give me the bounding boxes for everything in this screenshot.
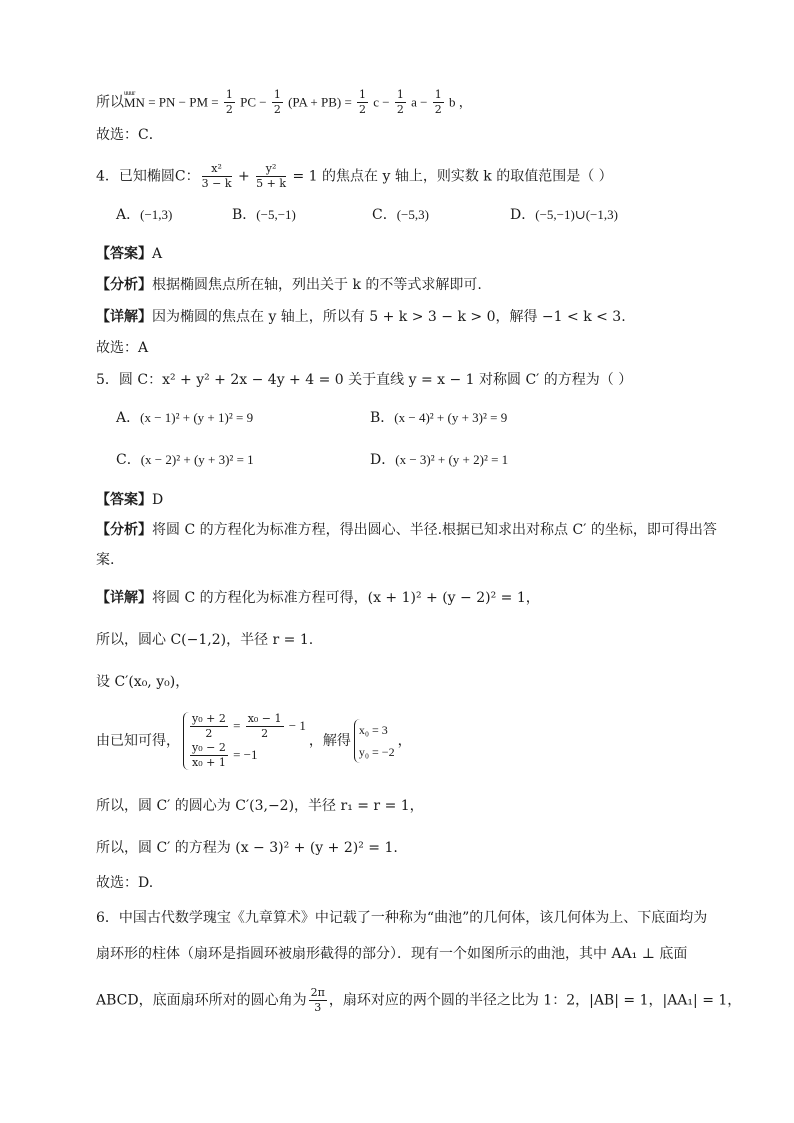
q4-option-d: D．(−5,−1)∪(−1,3) xyxy=(510,207,618,223)
q4-result: 故选：A xyxy=(96,340,149,356)
q5-solve-text: ，解得 xyxy=(308,733,351,749)
formula-rhs: = PN − PM = xyxy=(144,94,222,110)
q4-stem: 4．已知椭圆C： $\frac{\text{x²}}{3 - k}$ + $\frac{\text{y²}}{5 + k}$ = 1 的焦点在 y 轴上，则实数 k 的取值范围是（ ） xyxy=(96,162,613,190)
formula-prefix: 所以 xyxy=(96,94,124,111)
formula-end3: b ， xyxy=(445,94,472,110)
vector-formula-line xyxy=(96,88,472,117)
q5-sol-end: ， xyxy=(397,733,412,749)
q4-answer: 【答案】A xyxy=(96,246,163,262)
q5-step-set: 设 C′(x₀, y₀)， xyxy=(96,674,190,690)
half-fraction: $\frac{1}{2}$ xyxy=(359,88,367,116)
q4-y-fraction: $\frac{\text{y²}}{5 + k}$ xyxy=(256,162,287,190)
q5-step-new-center: 所以，圆 C′ 的圆心为 C′(3,−2)，半径 r₁ = r = 1， xyxy=(96,798,424,814)
half-fraction: $\frac{1}{2}$ xyxy=(225,88,233,116)
q5-option-c: C．(x − 2)² + (y + 3)² = 1 xyxy=(116,452,254,468)
q5-equation-system: $\frac{\text{y₀ + 2}}{2}$ = $\frac{\text{x₀ − 1}}{2}$ − 1 $\frac{\text{y₀ − 2}}{\text{x₀ + 1}}$ = −1 xyxy=(183,712,306,770)
q6-line-2: 扇环形的柱体（扇环是指圆环被扇形截得的部分）．现有一个如图所示的曲池，其中 AA₁ ⊥ 底面 xyxy=(96,946,688,962)
q4-option-a: A．(−1,3) xyxy=(116,207,173,223)
q4-option-c: C．(−5,3) xyxy=(372,207,429,223)
q5-option-d: D．(x − 3)² + (y + 2)² = 1 xyxy=(370,452,509,468)
formula-mid: PC − xyxy=(236,94,270,110)
q5-system-prefix: 由已知可得， xyxy=(96,733,180,749)
q5-step-center: 所以，圆心 C(−1,2)，半径 r = 1. xyxy=(96,632,314,648)
q5-option-b: B．(x − 4)² + (y + 3)² = 9 xyxy=(370,410,508,426)
q5-answer: 【答案】D xyxy=(96,492,164,508)
formula-end: c − xyxy=(370,94,393,110)
q5-stem: 5．圆 C：x² + y² + 2x − 4y + 4 = 0 关于直线 y = x − 1 对称圆 C′ 的方程为（ ） xyxy=(96,372,633,388)
q5-detail: 【详解】将圆 C 的方程化为标准方程可得，(x + 1)² + (y − 2)² = 1， xyxy=(96,590,540,606)
q4-stem-b: = 1 的焦点在 y 轴上，则实数 k 的取值范围是（ ） xyxy=(288,168,613,185)
q6-line-3 xyxy=(96,986,741,1015)
q4-detail: 【详解】因为椭圆的焦点在 y 轴上，所以有 5 + k > 3 − k > 0，解得 −1 < k < 3. xyxy=(96,309,626,325)
q5-option-a: A．(x − 1)² + (y + 1)² = 9 xyxy=(116,410,254,426)
q5-system-line xyxy=(96,712,412,778)
q5-result: 故选：D. xyxy=(96,875,154,891)
q4-option-b: B．(−5,−1) xyxy=(232,207,296,223)
formula-lhs: uuur MN xyxy=(124,93,145,113)
top-result: 故选：C． xyxy=(96,127,163,143)
q6-line3-b: ，扇环对应的两个圆的半径之比为 1：2，|AB| = 1，|AA₁| = 1， xyxy=(328,992,742,1009)
formula-mid2: (PA + PB) = xyxy=(284,94,356,110)
q5-step-equation: 所以，圆 C′ 的方程为 (x − 3)² + (y + 2)² = 1. xyxy=(96,840,398,856)
half-fraction: $\frac{1}{2}$ xyxy=(396,88,404,116)
q5-analysis: 【分析】将圆 C 的方程化为标准方程，得出圆心、半径.根据已知求出对称点 C′ 的坐标，即可得出答 xyxy=(96,522,717,538)
q6-angle-fraction: $\frac{2\pi}{3}$ xyxy=(310,986,325,1014)
q4-analysis: 【分析】根据椭圆焦点所在轴，列出关于 k 的不等式求解即可. xyxy=(96,277,482,293)
q5-analysis-cont: 案. xyxy=(96,552,115,568)
half-fraction: $\frac{1}{2}$ xyxy=(434,88,442,116)
q4-x-fraction: $\frac{\text{x²}}{3 - k}$ xyxy=(201,162,232,190)
q4-stem-a: 4．已知椭圆 xyxy=(96,168,175,185)
half-fraction: $\frac{1}{2}$ xyxy=(273,88,281,116)
q6-line-1: 6．中国古代数学瑰宝《九章算术》中记载了一种称为“曲池”的几何体，该几何体为上、下底面均为 xyxy=(96,910,708,926)
q6-line3-a: ABCD，底面扇环所对的圆心角为 xyxy=(96,992,307,1009)
formula-end2: a − xyxy=(407,94,431,110)
q4-stem-c: C： xyxy=(174,168,200,185)
q5-solution-system: x₀ = 3 y₀ = −2 xyxy=(354,719,395,763)
